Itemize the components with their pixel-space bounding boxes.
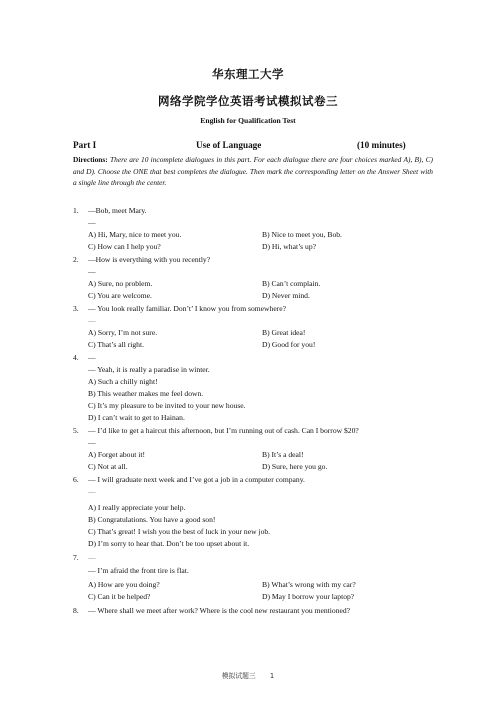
question-number: 8. — [73, 606, 79, 615]
university-title: 华东理工大学 — [212, 67, 284, 81]
question-line: — — [88, 316, 96, 325]
question-number: 5. — [73, 426, 79, 435]
question-line: — I’d like to get a haircut this afternoon, but I’m running out of cash. Can I borrow $20? — [88, 426, 359, 435]
option-a: A) Sorry, I’m not sure. — [88, 328, 158, 337]
directions-label: Directions: — [73, 155, 108, 164]
question-line: — — [88, 487, 96, 496]
question-line: — — [88, 553, 96, 562]
option-b: B) What’s wrong with my car? — [262, 580, 356, 589]
question-line: — — [88, 438, 96, 447]
option-d: D) May I borrow your laptop? — [262, 592, 355, 601]
option-d: D) I can’t wait to get to Hainan. — [88, 413, 185, 422]
option-d: D) Never mind. — [262, 291, 310, 300]
option-c: C) It’s my pleasure to be invited to your new house. — [88, 401, 246, 410]
option-c: C) Can it be helped? — [88, 592, 151, 601]
question-line: — I will graduate next week and I’ve got a job in a computer company. — [88, 475, 305, 484]
option-a: A) Hi, Mary, nice to meet you. — [88, 230, 182, 239]
option-c: C) That’s great! I wish you the best of luck in your new job. — [88, 527, 271, 536]
option-d: D) Hi, what’s up? — [262, 242, 316, 251]
directions — [73, 154, 433, 189]
question-line: — Yeah, it is really a paradise in winter. — [88, 365, 210, 374]
option-b: B) Can’t complain. — [262, 279, 321, 288]
option-a: A) Sure, no problem. — [88, 279, 153, 288]
option-c: C) That’s all right. — [88, 340, 144, 349]
option-b: B) It’s a deal! — [262, 450, 304, 459]
question-number: 1. — [73, 206, 79, 215]
question-line: — — [88, 218, 96, 227]
option-a: A) How are you doing? — [88, 580, 160, 589]
question-line: — You look really familiar. Don’t’ I know you from somewhere? — [88, 304, 286, 313]
page-footer — [0, 670, 496, 680]
question-line: — Where shall we meet after work? Where is the cool new restaurant you mentioned? — [88, 606, 351, 615]
option-b: B) This weather makes me feel down. — [88, 389, 204, 398]
question-number: 2. — [73, 255, 79, 264]
footer-label: 模拟试题三 — [221, 672, 256, 680]
option-c: C) Not at all. — [88, 462, 128, 471]
option-b: B) Congratulations. You have a good son! — [88, 515, 216, 524]
option-c: C) How can I help you? — [88, 242, 161, 251]
question-line: —How is everything with you recently? — [88, 255, 211, 264]
part-name: Use of Language — [196, 140, 262, 150]
question-number: 7. — [73, 553, 79, 562]
question-number: 4. — [73, 353, 79, 362]
question-line: — — [88, 267, 96, 276]
option-b: B) Nice to meet you, Bob. — [262, 230, 342, 239]
part-time: (10 minutes) — [357, 140, 406, 150]
option-d: D) Good for you! — [262, 340, 316, 349]
question-line: — I’m afraid the front tire is flat. — [88, 566, 189, 575]
option-d: D) Sure, here you go. — [262, 462, 328, 471]
directions-text: There are 10 incomplete dialogues in this part. For each dialogue there are four choices marked A), B), C) and D). Choose the ONE that best completes the dialogue. Then mark the corresponding letter on the Answer Sheet with a single line through the center. — [73, 155, 433, 188]
question-number: 3. — [73, 304, 79, 313]
option-a: A) I really appreciate your help. — [88, 503, 186, 512]
question-line: — — [88, 353, 96, 362]
option-b: B) Great idea! — [262, 328, 306, 337]
exam-subtitle: English for Qualification Test — [200, 116, 296, 125]
question-number: 6. — [73, 475, 79, 484]
question-line: —Bob, meet Mary. — [88, 206, 147, 215]
option-c: C) You are welcome. — [88, 291, 152, 300]
page-number: 1 — [269, 672, 275, 680]
exam-title: 网络学院学位英语考试模拟试卷三 — [158, 94, 338, 108]
part-label: Part I — [73, 140, 97, 150]
option-a: A) Such a chilly night! — [88, 377, 158, 386]
option-a: A) Forget about it! — [88, 450, 146, 459]
option-d: D) I’m sorry to hear that. Don’t be too upset about it. — [88, 539, 250, 548]
